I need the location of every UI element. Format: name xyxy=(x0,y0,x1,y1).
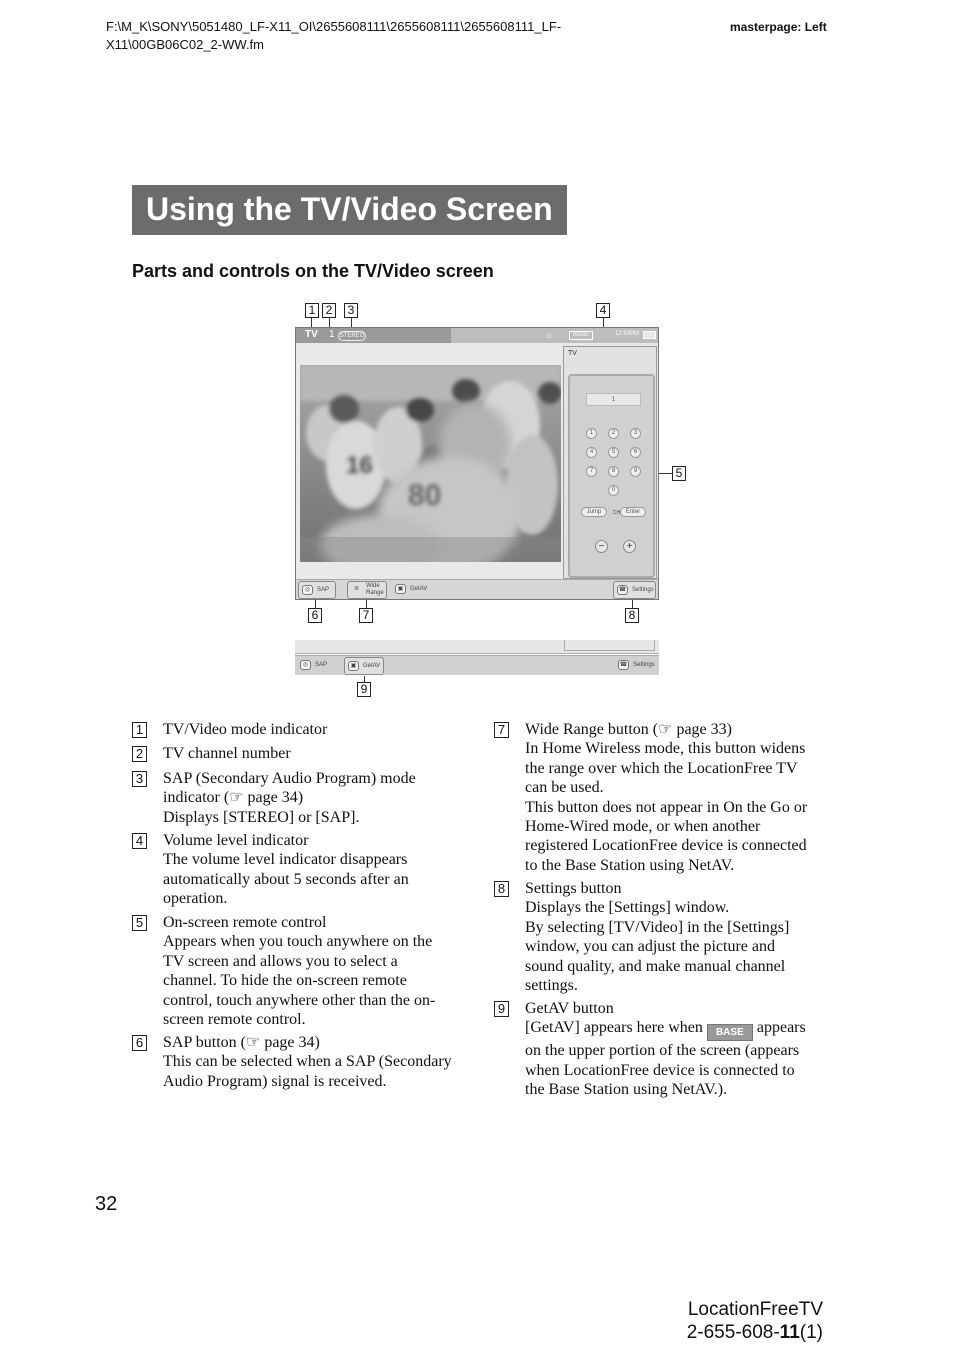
getav-button-label: GetAV xyxy=(410,586,428,592)
item-number: 8 xyxy=(494,881,509,897)
section-heading: Parts and controls on the TV/Video screen xyxy=(132,261,494,281)
item-text: sound quality, and make manual channel xyxy=(525,957,786,975)
bottom-button-bar xyxy=(296,579,658,599)
tv-video-screen[interactable] xyxy=(295,327,659,600)
remote-channel-display: 1 xyxy=(586,393,641,406)
footer-product: LocationFreeTV xyxy=(687,1299,823,1320)
settings-button-label: Settings xyxy=(632,587,654,593)
item-text: This can be selected when a SAP (Secondary xyxy=(163,1053,452,1071)
strip-getav-label: GetAV xyxy=(363,663,381,669)
item-text: screen remote control. xyxy=(163,1011,306,1029)
callout-5: 5 xyxy=(672,466,686,481)
sap-button[interactable] xyxy=(298,581,336,599)
strip-settings-button[interactable] xyxy=(615,657,655,675)
item-text: operation. xyxy=(163,890,228,908)
item-number: 5 xyxy=(132,915,147,931)
battery-icon xyxy=(643,331,656,339)
page-number: 32 xyxy=(95,1193,118,1215)
callout-4: 4 xyxy=(596,303,610,318)
item-text: on the upper portion of the screen (appears xyxy=(525,1042,800,1060)
item-text: Displays the [Settings] window. xyxy=(525,899,730,917)
base-station-badge: BASE xyxy=(569,331,593,340)
channel-label: CH xyxy=(613,510,621,516)
strip-sap-button[interactable] xyxy=(297,657,335,675)
item-text: Displays [STEREO] or [SAP]. xyxy=(163,808,360,826)
sap-icon: ◎ xyxy=(300,660,311,670)
key-3[interactable]: 3 xyxy=(630,428,641,439)
item-text: control, touch anywhere other than the on- xyxy=(163,991,436,1009)
item-text: Volume level indicator xyxy=(163,832,309,849)
item-number: 7 xyxy=(494,722,509,738)
callout-6: 6 xyxy=(308,608,322,623)
callout-1: 1 xyxy=(305,303,319,318)
callout-3: 3 xyxy=(344,303,358,318)
item-text: channel. To hide the on-screen remote xyxy=(163,972,407,990)
key-8[interactable]: 8 xyxy=(608,466,619,477)
tv-video-mode-indicator: TV xyxy=(305,329,318,340)
wide-range-label-line1: Wide xyxy=(366,583,380,589)
item-text: the Base Station using NetAV.). xyxy=(525,1081,728,1099)
item-text: Settings button xyxy=(525,880,622,897)
strip-remote-edge xyxy=(564,640,655,651)
item-text: Audio Program) signal is received. xyxy=(163,1072,387,1090)
callout-7: 7 xyxy=(359,608,373,623)
header-file-path: F:\M_K\SONY\5051480_LF-X11_OI\2655608111\2655608111\2655608111_LF-X11\00GB06C02_2-WW.fm xyxy=(106,19,562,52)
sap-mode-indicator: STEREO xyxy=(339,333,365,339)
base-station-icon: BASE xyxy=(707,1024,753,1041)
channel-up-button[interactable]: + xyxy=(623,540,636,553)
wide-range-button[interactable] xyxy=(347,581,387,599)
item-number: 9 xyxy=(494,1001,509,1017)
item-number: 2 xyxy=(132,746,147,762)
footer-code-suffix: (1) xyxy=(799,1322,823,1343)
enter-button[interactable]: Enter xyxy=(620,507,646,517)
svg-text:16: 16 xyxy=(346,452,373,479)
leader-line-6 xyxy=(315,600,316,608)
callout-9: 9 xyxy=(357,682,371,697)
item-text: registered LocationFree device is connected xyxy=(525,837,807,855)
status-bar xyxy=(296,328,658,343)
callout-2: 2 xyxy=(322,303,336,318)
item-text: automatically about 5 seconds after an xyxy=(163,870,409,888)
footer xyxy=(687,1298,823,1344)
key-0[interactable]: 0 xyxy=(608,485,619,496)
footer-code xyxy=(687,1321,823,1344)
strip-button-bar xyxy=(295,655,659,675)
getav-variant-strip xyxy=(295,640,659,676)
item-text: window, you can adjust the picture and xyxy=(525,938,776,956)
svg-text:80: 80 xyxy=(408,479,442,512)
key-4[interactable]: 4 xyxy=(586,447,597,458)
footer-code-bold: 11 xyxy=(779,1322,800,1343)
item-text: can be used. xyxy=(525,779,604,797)
channel-down-button[interactable]: − xyxy=(595,540,608,553)
key-7[interactable]: 7 xyxy=(586,466,597,477)
item-text: The volume level indicator disappears xyxy=(163,851,408,869)
wide-range-label xyxy=(366,583,384,597)
getav-icon: ▣ xyxy=(395,584,406,594)
callout-8: 8 xyxy=(625,608,639,623)
wide-range-label-line2: Range xyxy=(366,590,384,596)
key-5[interactable]: 5 xyxy=(608,447,619,458)
jump-button[interactable]: Jump xyxy=(581,507,607,517)
item-text: TV channel number xyxy=(163,745,291,762)
on-screen-remote-control[interactable] xyxy=(568,374,655,578)
item-text: In Home Wireless mode, this button widens xyxy=(525,740,806,758)
getav-icon: ▣ xyxy=(348,661,359,671)
settings-button[interactable] xyxy=(613,581,656,599)
strip-getav-button[interactable] xyxy=(344,657,384,675)
remote-panel-label: TV xyxy=(568,350,577,357)
key-6[interactable]: 6 xyxy=(630,447,641,458)
item-number: 4 xyxy=(132,833,147,849)
title-banner xyxy=(132,185,567,235)
item-text: GetAV button xyxy=(525,1000,614,1017)
item-number: 3 xyxy=(132,771,147,787)
item-text: By selecting [TV/Video] in the [Settings] xyxy=(525,918,790,936)
key-2[interactable]: 2 xyxy=(608,428,619,439)
clock-display: 12:53PM xyxy=(615,331,640,337)
item-text: SAP button (☞ page 34) xyxy=(163,1034,320,1051)
item-text: the range over which the LocationFree TV xyxy=(525,759,798,777)
item-number: 1 xyxy=(132,722,147,738)
leader-line-8 xyxy=(632,600,633,608)
item-text: SAP (Secondary Audio Program) mode xyxy=(163,770,416,787)
item-text: indicator (☞ page 34) xyxy=(163,789,304,807)
wireless-icon: ≋ xyxy=(353,586,360,592)
item-text: when LocationFree device is connected to xyxy=(525,1061,795,1079)
item-text: Wide Range button (☞ page 33) xyxy=(525,721,732,738)
item-text: to the Base Station using NetAV. xyxy=(525,856,735,874)
strip-top-area xyxy=(295,640,659,654)
leader-line-7 xyxy=(366,600,367,608)
home-icon: ⌂ xyxy=(546,330,552,340)
sap-icon: ◎ xyxy=(302,585,313,595)
header-masterpage: masterpage: Left xyxy=(730,20,827,34)
getav-desc-after: appears xyxy=(756,1019,806,1037)
settings-icon: ☎ xyxy=(618,587,627,593)
item-text: TV screen and allows you to select a xyxy=(163,952,398,970)
item-text: Appears when you touch anywhere on the xyxy=(163,933,433,951)
sap-button-label: SAP xyxy=(317,587,330,593)
getav-button[interactable] xyxy=(392,581,432,599)
remote-panel xyxy=(563,346,657,579)
key-9[interactable]: 9 xyxy=(630,466,641,477)
item-text: On-screen remote control xyxy=(163,914,327,931)
football-photo xyxy=(300,365,561,562)
key-1[interactable]: 1 xyxy=(586,428,597,439)
page-title: Using the TV/Video Screen xyxy=(146,191,553,227)
getav-desc-first-line xyxy=(525,1018,825,1041)
strip-settings-label: Settings xyxy=(633,662,655,668)
settings-icon: ☎ xyxy=(619,662,628,668)
video-picture[interactable] xyxy=(300,365,561,562)
item-number: 6 xyxy=(132,1035,147,1051)
item-text: This button does not appear in On the Go or xyxy=(525,798,808,816)
strip-sap-label: SAP xyxy=(315,662,328,668)
footer-code-prefix: 2-655-608- xyxy=(686,1322,780,1343)
item-text: Home-Wired mode, or when another xyxy=(525,818,761,836)
tv-channel-number: 1 xyxy=(329,329,335,340)
item-text: TV/Video mode indicator xyxy=(163,721,328,738)
item-text: settings. xyxy=(525,977,578,995)
getav-desc-before: [GetAV] appears here when xyxy=(525,1019,703,1037)
